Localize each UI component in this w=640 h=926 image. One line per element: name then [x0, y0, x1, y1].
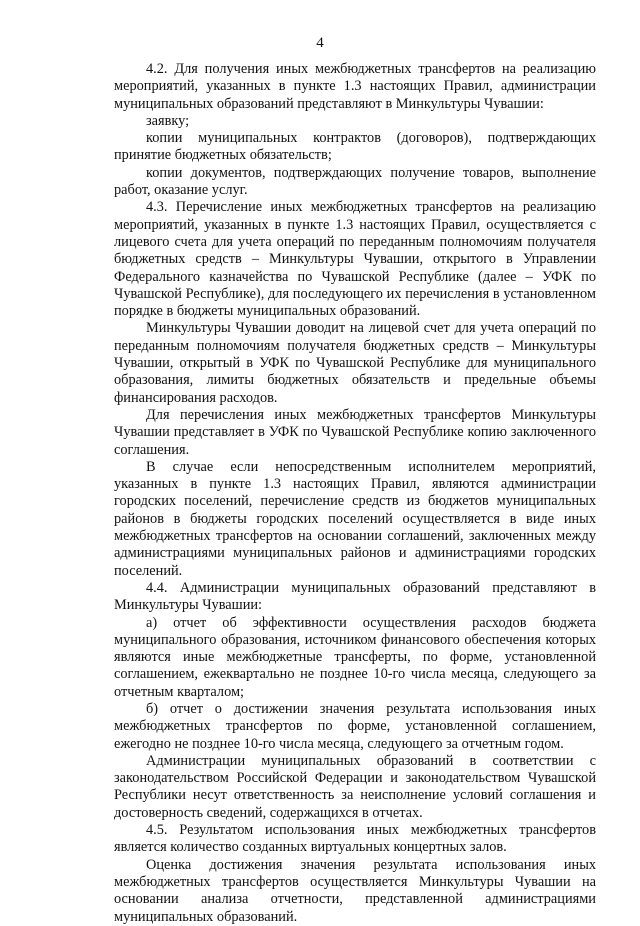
paragraph-report-b: б) отчет о достижении значения результата использования иных межбюджетных трансфертов по форме, установленной соглашением, ежегодно не позднее 10-го числа месяца, следующего за отчетным годом. — [114, 700, 596, 752]
paragraph-4-2: 4.2. Для получения иных межбюджетных трансфертов на реализацию мероприятий, указанных в пункте 1.3 настоящих Правил, администрации муниципальных образований представляют в Минкультуры Чувашии: — [114, 61, 596, 112]
paragraph-document-copies: копии документов, подтверждающих получение товаров, выполнение работ, оказание услуг. — [114, 164, 596, 199]
page-number: 4 — [316, 35, 324, 51]
paragraph-assessment: Оценка достижения значения результата использования иных межбюджетных трансфертов осуществляется Минкультуры Чувашии на основании анализа отчетности, представленной администрациями муниципальных образований. — [114, 856, 596, 925]
paragraph-4-4: 4.4. Администрации муниципальных образований представляют в Минкультуры Чувашии: — [114, 579, 596, 614]
paragraph-ministry-account: Минкультуры Чувашии доводит на лицевой счет для учета операций по переданным полномочиям получателя бюджетных средств – Минкультуры Чувашии, открытый в УФК по Чувашской Республике для муниципального образования, лимиты бюджетных обязательств и предельные объемы финансирования расходов. — [114, 320, 596, 406]
paragraph-4-3: 4.3. Перечисление иных межбюджетных трансфертов на реализацию мероприятий, указанных в пункте 1.3 настоящих Правил, осуществляется с лицевого счета для учета операций по переданным полномочиям получателя бюджетных средств – Минкультуры Чувашии, открытого в Управлении Федерального казначейства по Чувашской Республике (далее – УФК по Чувашской Республике), для последующего их перечисления в установленном порядке в бюджеты муниципальных образований. — [114, 199, 596, 320]
paragraph-report-a: а) отчет об эффективности осуществления расходов бюджета муниципального образования, источником финансового обеспечения которых являются иные межбюджетные трансферты, по форме, установленной соглашением, ежеквартально не позднее 10-го числа месяца, следующего за отчетным кварталом; — [114, 614, 596, 700]
paragraph-contract-copies: копии муниципальных контрактов (договоров), подтверждающих принятие бюджетных обязательств; — [114, 130, 596, 164]
paragraph-agreement-copy: Для перечисления иных межбюджетных трансфертов Минкультуры Чувашии представляет в УФК по Чувашской Республике копию заключенного соглашения. — [114, 406, 596, 458]
paragraph-4-5: 4.5. Результатом использования иных межбюджетных трансфертов является количество созданных виртуальных концертных залов. — [114, 822, 596, 856]
document-body — [114, 61, 596, 926]
paragraph-urban-settlements: В случае если непосредственным исполнителем мероприятий, указанных в пункте 1.3 настоящих Правил, являются администрации городских поселений, перечисление средств из бюджетов муниципальных районов в бюджеты городских поселений осуществляется в виде иных межбюджетных трансфертов на основании соглашений, заключенных между администрациями муниципальных районов и администрациями городских поселений. — [114, 458, 596, 579]
paragraph-responsibility: Администрации муниципальных образований в соответствии с законодательством Российской Федерации и законодательством Чувашской Республики несут ответственность за неисполнение условий соглашения и достоверность сведений, содержащихся в отчетах. — [114, 752, 596, 821]
paragraph-application: заявку; — [146, 112, 190, 129]
